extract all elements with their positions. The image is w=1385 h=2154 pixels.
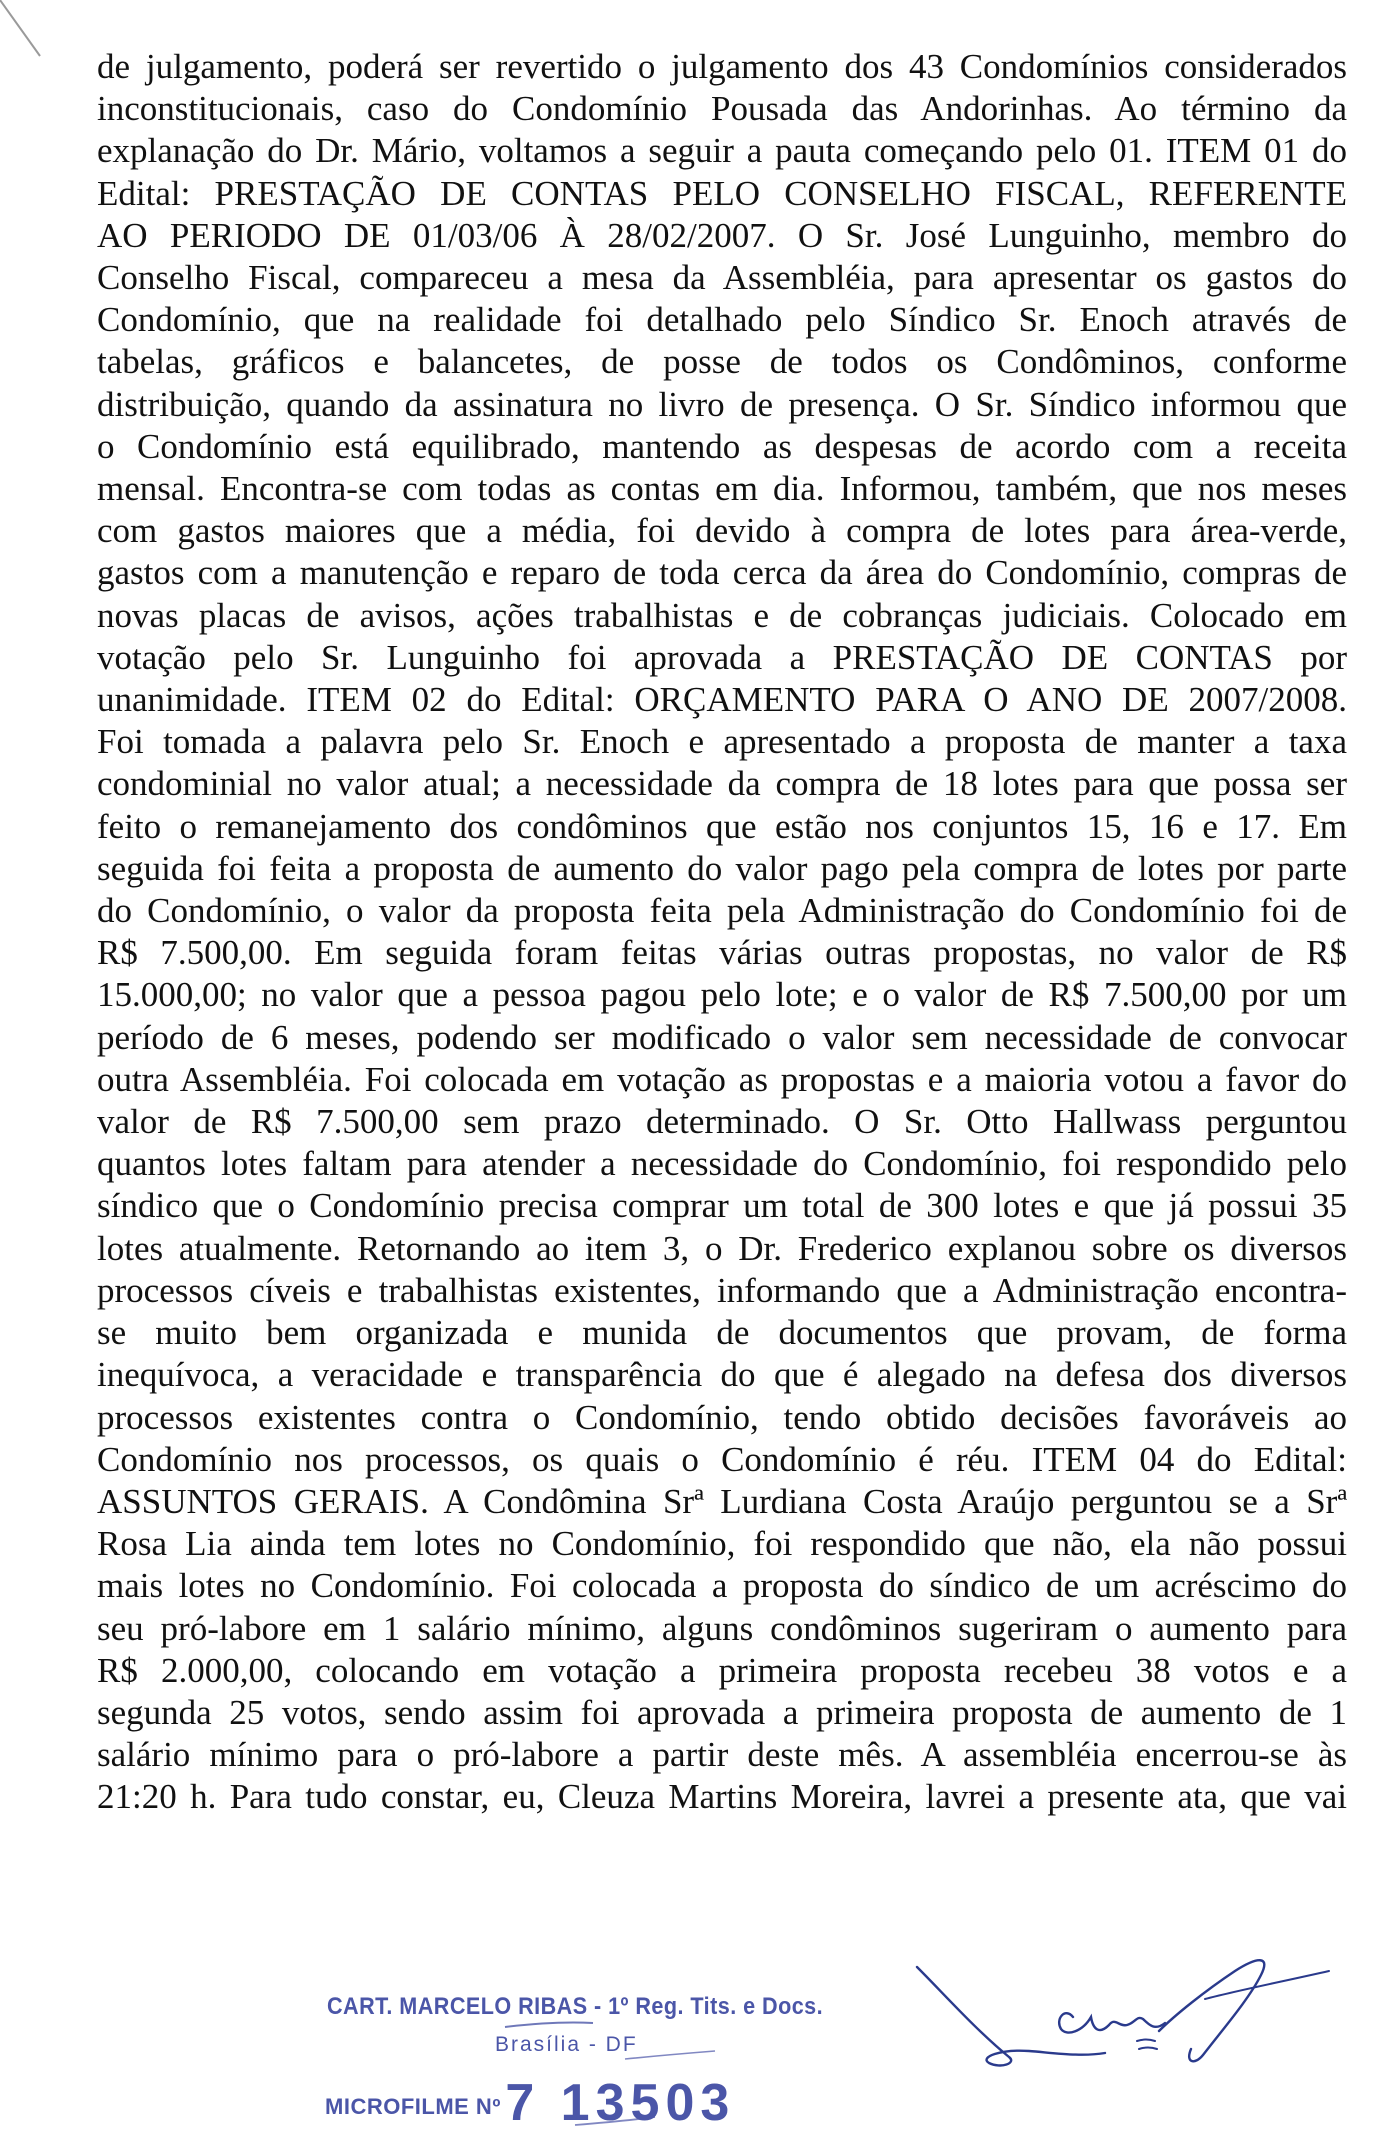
text-line: tabelas, gráficos e balancetes, de posse de todos os Condôminos, conforme (97, 342, 1347, 382)
text-line: R$ 7.500,00. Em seguida foram feitas várias outras propostas, no valor de R$ (97, 933, 1347, 973)
text-line: quantos lotes faltam para atender a necessidade do Condomínio, foi respondido pelo (97, 1144, 1347, 1184)
minutes-text (97, 46, 1347, 1819)
text-line: Condomínio nos processos, os quais o Condomínio é réu. ITEM 04 do Edital: (97, 1439, 1347, 1479)
text-line: lotes atualmente. Retornando ao item 3, o Dr. Frederico explanou sobre os diversos (97, 1228, 1347, 1268)
text-line: com gastos maiores que a média, foi devido à compra de lotes para área-verde, (97, 511, 1347, 551)
notary-microfilm-stamp (325, 1985, 885, 2135)
text-line: 21:20 h. Para tudo constar, eu, Cleuza Martins Moreira, lavrei a presente ata, que vai (97, 1777, 1347, 1817)
stamp-microfilm-number: 7 13503 (505, 2074, 736, 2132)
scan-corner-mark (0, 0, 44, 60)
text-line: ASSUNTOS GERAIS. A Condômina Srª Lurdiana Costa Araújo perguntou se a Srª (97, 1481, 1347, 1521)
text-line: 15.000,00; no valor que a pessoa pagou pelo lote; e o valor de R$ 7.500,00 por um (97, 975, 1347, 1015)
text-line: Condomínio, que na realidade foi detalhado pelo Síndico Sr. Enoch através de (97, 300, 1347, 340)
text-line: do Condomínio, o valor da proposta feita pela Administração do Condomínio foi de (97, 891, 1347, 931)
text-line: segunda 25 votos, sendo assim foi aprovada a primeira proposta de aumento de 1 (97, 1692, 1347, 1732)
text-line: seguida foi feita a proposta de aumento do valor pago pela compra de lotes por parte (97, 848, 1347, 888)
text-line: novas placas de avisos, ações trabalhistas e de cobranças judiciais. Colocado em (97, 595, 1347, 635)
text-line: AO PERIODO DE 01/03/06 À 28/02/2007. O Sr. José Lunguinho, membro do (97, 215, 1347, 255)
text-line: explanação do Dr. Mário, voltamos a seguir a pauta começando pelo 01. ITEM 01 do (97, 131, 1347, 171)
text-line: mensal. Encontra-se com todas as contas em dia. Informou, também, que nos meses (97, 469, 1347, 509)
text-line: condominial no valor atual; a necessidade da compra de 18 lotes para que possa ser (97, 764, 1347, 804)
text-line: o Condomínio está equilibrado, mantendo as despesas de acordo com a receita (97, 426, 1347, 466)
text-line: Foi tomada a palavra pelo Sr. Enoch e apresentado a proposta de manter a taxa (97, 722, 1347, 762)
stamp-registry-line: CART. MARCELO RIBAS - 1º Reg. Tits. e Docs. (327, 1993, 824, 2020)
text-line: mais lotes no Condomínio. Foi colocada a proposta do síndico de um acréscimo do (97, 1566, 1347, 1606)
text-line: inequívoca, a veracidade e transparência do que é alegado na defesa dos diversos (97, 1355, 1347, 1395)
text-line: se muito bem organizada e munida de documentos que provam, de forma (97, 1313, 1347, 1353)
text-line: Rosa Lia ainda tem lotes no Condomínio, foi respondido que não, ela não possui (97, 1524, 1347, 1564)
text-line: processos existentes contra o Condomínio, tendo obtido decisões favoráveis ao (97, 1397, 1347, 1437)
text-line: feito o remanejamento dos condôminos que estão nos conjuntos 15, 16 e 17. Em (97, 806, 1347, 846)
text-line: processos cíveis e trabalhistas existentes, informando que a Administração encontra- (97, 1270, 1347, 1310)
text-line: Edital: PRESTAÇÃO DE CONTAS PELO CONSELHO FISCAL, REFERENTE (97, 173, 1347, 213)
text-line: votação pelo Sr. Lunguinho foi aprovada a PRESTAÇÃO DE CONTAS por (97, 637, 1347, 677)
stamp-microfilm-line (325, 2067, 736, 2132)
text-line: valor de R$ 7.500,00 sem prazo determinado. O Sr. Otto Hallwass perguntou (97, 1102, 1347, 1142)
text-line: gastos com a manutenção e reparo de toda cerca da área do Condomínio, compras de (97, 553, 1347, 593)
text-line: período de 6 meses, podendo ser modificado o valor sem necessidade de convocar (97, 1017, 1347, 1057)
text-line: Conselho Fiscal, compareceu a mesa da Assembléia, para apresentar os gastos do (97, 258, 1347, 298)
stamp-microfilm-label: MICROFILME Nº (325, 2094, 501, 2119)
text-line: distribuição, quando da assinatura no livro de presença. O Sr. Síndico informou que (97, 384, 1347, 424)
text-line: inconstitucionais, caso do Condomínio Pousada das Andorinhas. Ao término da (97, 89, 1347, 129)
text-line: unanimidade. ITEM 02 do Edital: ORÇAMENTO PARA O ANO DE 2007/2008. (97, 680, 1347, 720)
text-line: R$ 2.000,00, colocando em votação a primeira proposta recebeu 38 votos e a (97, 1650, 1347, 1690)
text-line: salário mínimo para o pró-labore a partir deste mês. A assembléia encerrou-se às (97, 1735, 1347, 1775)
text-line: síndico que o Condomínio precisa comprar um total de 300 lotes e que já possui 35 (97, 1186, 1347, 1226)
handwritten-signature (905, 1945, 1335, 2085)
text-line: outra Assembléia. Foi colocada em votação as propostas e a maioria votou a favor do (97, 1059, 1347, 1099)
text-line: seu pró-labore em 1 salário mínimo, alguns condôminos sugeriram o aumento para (97, 1608, 1347, 1648)
stamp-city-line: Brasília - DF (495, 2033, 638, 2056)
text-line: de julgamento, poderá ser revertido o julgamento dos 43 Condomínios considerados (97, 47, 1347, 86)
